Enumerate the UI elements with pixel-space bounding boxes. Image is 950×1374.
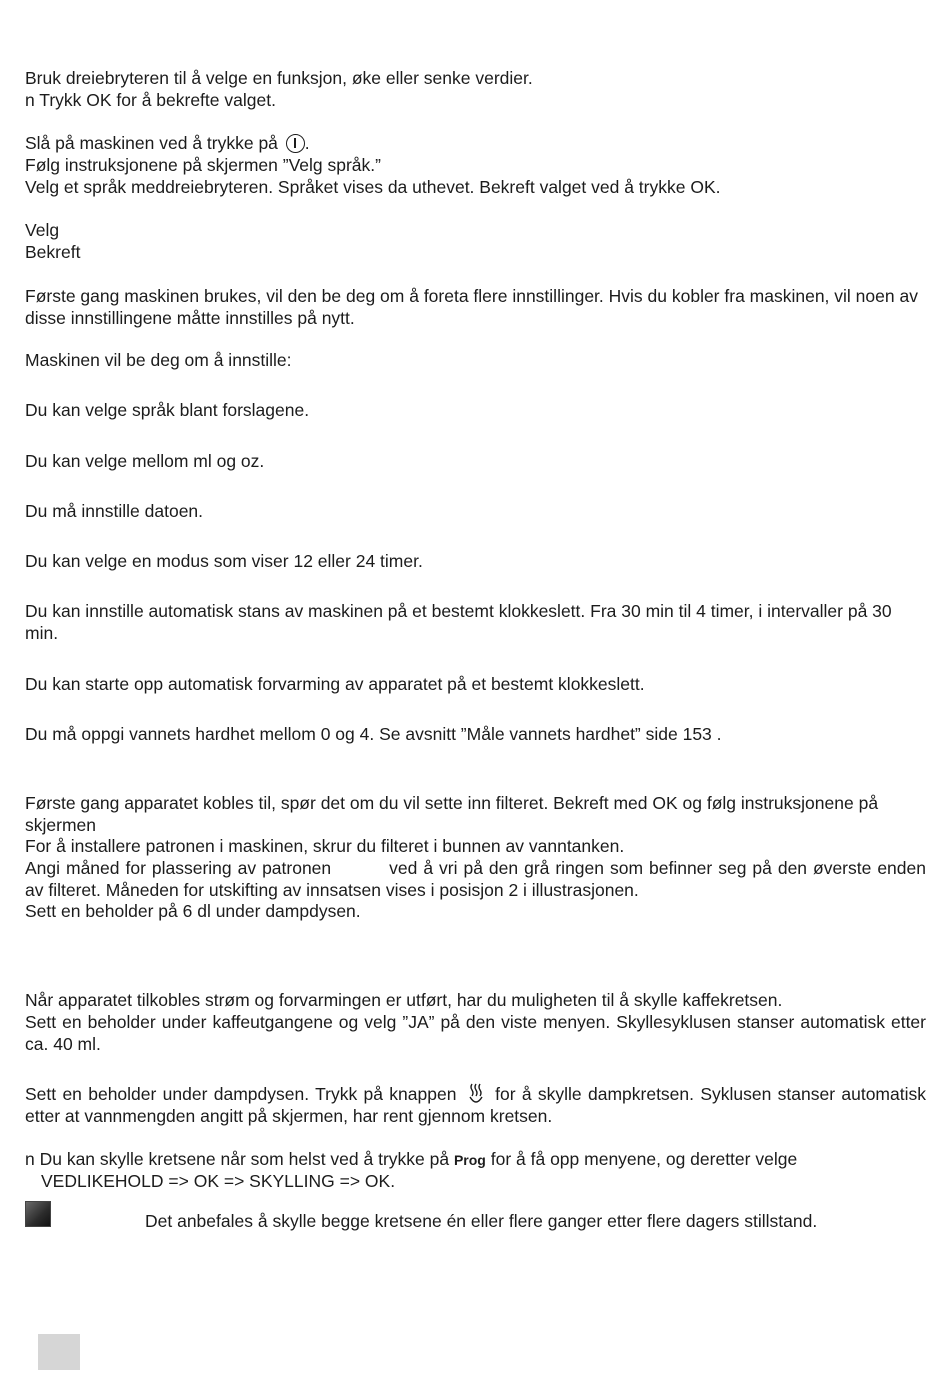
steam-icon bbox=[467, 1083, 485, 1105]
text-line: Du må oppgi vannets hardhet mellom 0 og 4. Se avsnitt ”Måle vannets hardhet” side 153 . bbox=[25, 724, 722, 744]
paragraph: Du kan innstille automatisk stans av maskinen på et bestemt klokkeslett. Fra 30 min til 4 timer, i intervaller på 30 min. bbox=[25, 601, 892, 643]
power-icon bbox=[286, 134, 305, 153]
text-span: for å skylle dampkretsen. Syklusen stanser automatisk etter at vannmengden angitt på skjermen, har rent gjennom kretsen. bbox=[25, 1084, 926, 1126]
text-span: Slå på maskinen ved å trykke på bbox=[25, 133, 278, 153]
text-line: For å installere patronen i maskinen, skrur du filteret i bunnen av vanntanken. bbox=[25, 836, 625, 856]
text-line: Velg et språk meddreiebryteren. Språket vises da uthevet. Bekreft valget ved å trykke OK. bbox=[25, 177, 721, 197]
text-line: Bruk dreiebryteren til å velge en funksjon, øke eller senke verdier. bbox=[25, 68, 533, 88]
paragraph bbox=[25, 1148, 926, 1171]
text-line: Maskinen vil be deg om å innstille: bbox=[25, 350, 292, 370]
note-text: Det anbefales å skylle begge kretsene én eller flere ganger etter flere dagers stillstand. bbox=[145, 1211, 818, 1231]
text-line: Du kan starte opp automatisk forvarming av apparatet på et bestemt klokkeslett. bbox=[25, 674, 645, 694]
text-line: Sett en beholder på 6 dl under dampdysen. bbox=[25, 901, 361, 921]
text-line: Du må innstille datoen. bbox=[25, 501, 204, 521]
page-number-box bbox=[38, 1334, 80, 1370]
note-square-icon bbox=[25, 1201, 51, 1227]
paragraph bbox=[25, 1083, 926, 1127]
text-line: Velg bbox=[25, 220, 60, 240]
text-line bbox=[25, 132, 310, 154]
text-line: Du kan velge en modus som viser 12 eller 24 timer. bbox=[25, 551, 423, 571]
paragraph bbox=[25, 857, 926, 901]
text-span: . bbox=[304, 133, 310, 153]
text-line: Du kan velge mellom ml og oz. bbox=[25, 451, 265, 471]
paragraph: Første gang apparatet kobles til, spør det om du vil sette inn filteret. Bekreft med OK og følg instruksjonene på skjermen bbox=[25, 793, 879, 835]
paragraph: Første gang maskinen brukes, vil den be deg om å foreta flere innstillinger. Hvis du kobler fra maskinen, vil noen av disse innstillingene måtte innstilles på nytt. bbox=[25, 286, 918, 328]
text-line: Når apparatet tilkobles strøm og forvarmingen er utført, har du muligheten til å skylle kaffekretsen. bbox=[25, 990, 783, 1010]
text-span: Sett en beholder under dampdysen. Trykk på knappen bbox=[25, 1084, 457, 1104]
text-line: n Trykk OK for å bekrefte valget. bbox=[25, 90, 276, 110]
text-line: Følg instruksjonene på skjermen ”Velg språk.” bbox=[25, 155, 381, 175]
text-span: for å få opp menyene, og deretter velge bbox=[490, 1149, 798, 1169]
text-span: Angi måned for plassering av patronen bbox=[25, 858, 332, 878]
paragraph: Sett en beholder under kaffeutgangene og velg ”JA” på den viste menyen. Skyllesyklusen stanser automatisk etter ca. 40 ml. bbox=[25, 1012, 926, 1054]
text-line: VEDLIKEHOLD => OK => SKYLLING => OK. bbox=[41, 1171, 396, 1191]
text-line: Du kan velge språk blant forslagene. bbox=[25, 400, 310, 420]
text-line: Bekreft bbox=[25, 242, 81, 262]
text-span: ved å vri på den grå ringen som befinner seg på den øverste enden av filteret. Måneden for utskifting av innsatsen vises i posisjon 2 i illustrasjonen. bbox=[25, 858, 926, 900]
prog-button-label: Prog bbox=[453, 1152, 486, 1168]
text-span: n Du kan skylle kretsene når som helst ved å trykke på bbox=[25, 1149, 450, 1169]
